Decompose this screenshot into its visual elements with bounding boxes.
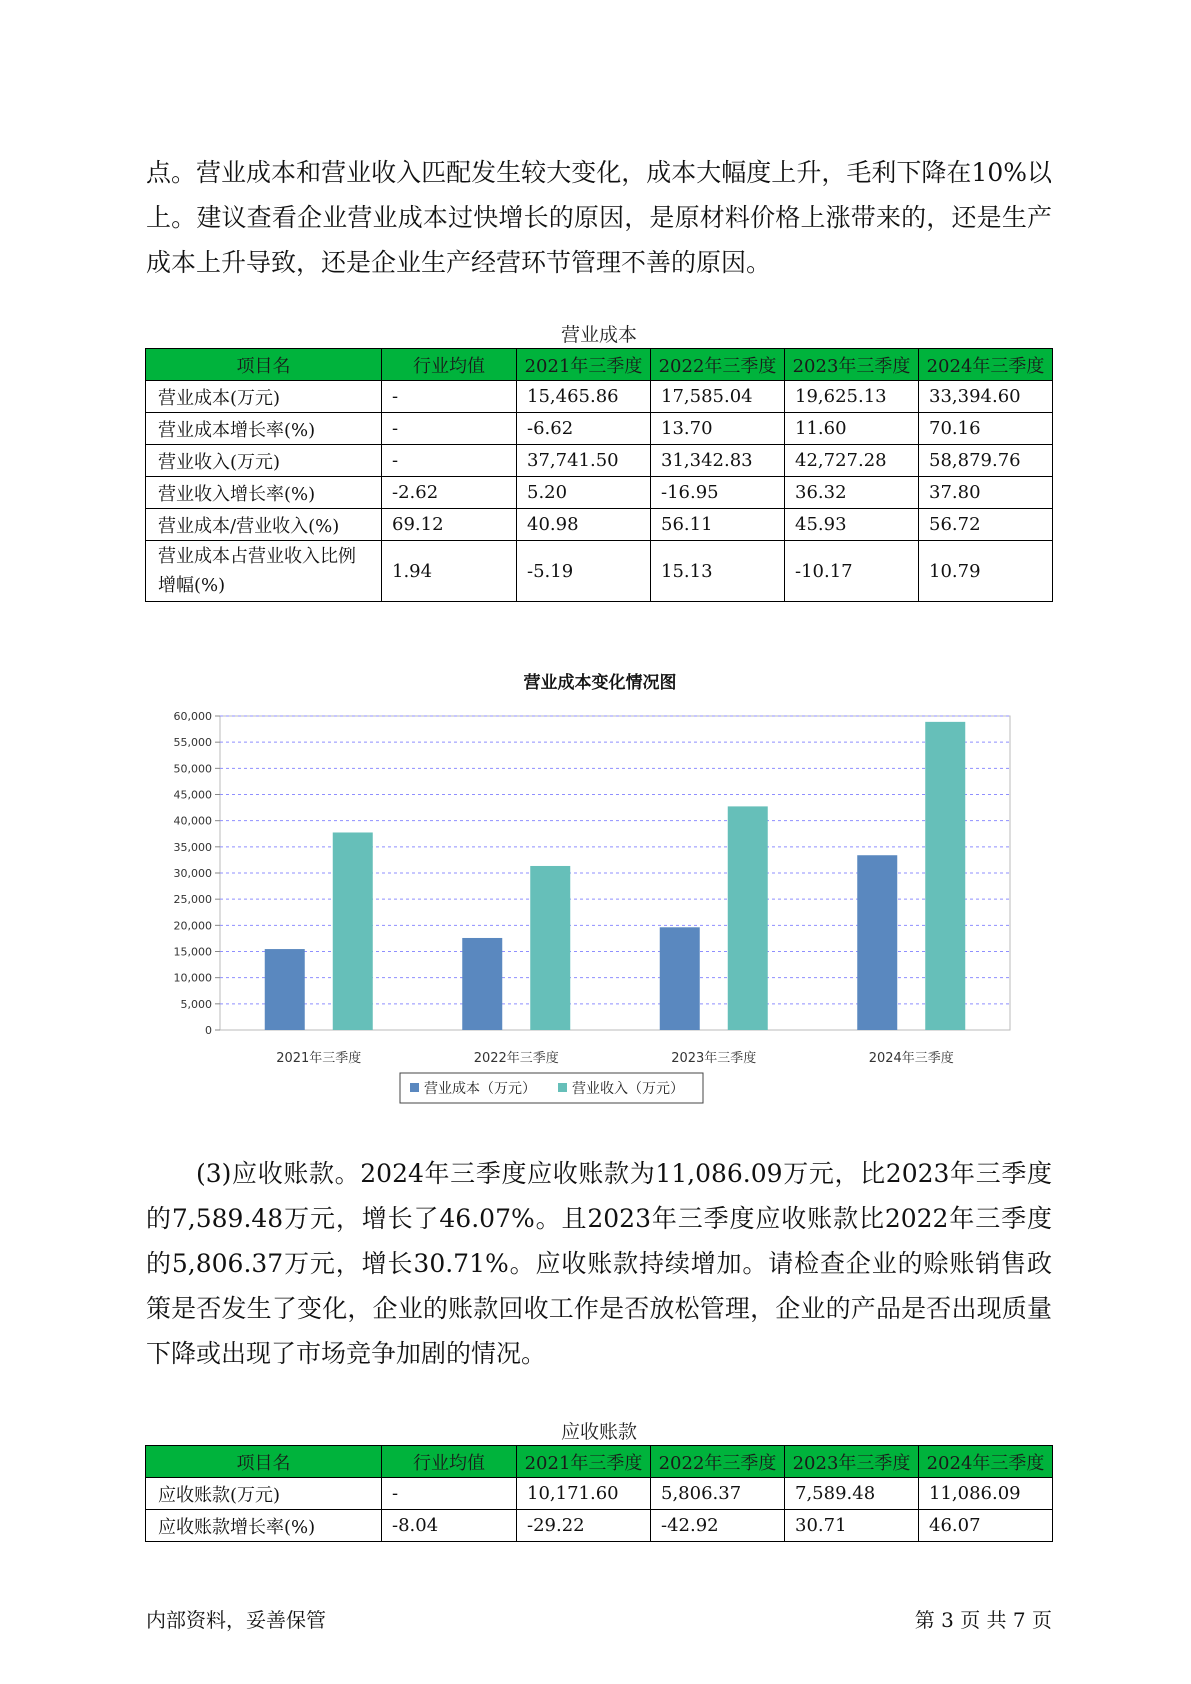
table-cell: 40.98 (517, 509, 651, 541)
intro-paragraph: 点。营业成本和营业收入匹配发生较大变化，成本大幅度上升，毛利下降在10%以上。建议查看企业营业成本过快增长的原因，是原材料价格上涨带来的，还是生产成本上升导致，还是企业生产经营环节管理不善的原因。 (146, 158, 1052, 277)
bar-revenue (530, 866, 570, 1030)
table-cell: 11,086.09 (919, 1478, 1053, 1510)
header-cell: 项目名 (146, 349, 382, 381)
y-tick-label: 50,000 (173, 762, 212, 776)
x-tick-label: 2024年三季度 (868, 1051, 954, 1066)
legend-swatch (410, 1083, 419, 1092)
table-cell: -29.22 (517, 1510, 651, 1542)
y-tick-label: 0 (205, 1024, 212, 1037)
table-cell: 42,727.28 (785, 445, 919, 477)
table-cell: 17,585.04 (651, 381, 785, 413)
header-cell: 2024年三季度 (919, 1446, 1053, 1478)
table-cell: 营业成本/营业收入(%) (146, 509, 382, 541)
table-cell: 营业收入(万元) (146, 445, 382, 477)
y-tick-label: 20,000 (173, 919, 212, 933)
table-cell: 营业成本增长率(%) (146, 413, 382, 445)
bar-cost (462, 938, 502, 1030)
footer-left: 内部资料，妥善保管 (146, 1608, 326, 1632)
bar-cost (857, 855, 897, 1030)
bar-chart-svg (145, 660, 1055, 1120)
table-cell: 5.20 (517, 477, 651, 509)
table-row (146, 381, 1053, 413)
table-cell: 36.32 (785, 477, 919, 509)
header-cell: 2022年三季度 (651, 349, 785, 381)
table-cell: 10,171.60 (517, 1478, 651, 1510)
table-cell: - (382, 445, 517, 477)
table-cell: 营业收入增长率(%) (146, 477, 382, 509)
table-cell: 37.80 (919, 477, 1053, 509)
table-cell: 11.60 (785, 413, 919, 445)
y-tick-label: 35,000 (173, 840, 212, 854)
table-cell: 56.11 (651, 509, 785, 541)
y-tick-label: 25,000 (173, 893, 212, 907)
header-cell: 2022年三季度 (651, 1446, 785, 1478)
table-cell: 营业成本(万元) (146, 381, 382, 413)
table-row (146, 445, 1053, 477)
table-header-row (146, 349, 1053, 381)
table-cell: 70.16 (919, 413, 1053, 445)
y-tick-label: 45,000 (173, 788, 212, 802)
table-cell: 5,806.37 (651, 1478, 785, 1510)
table-row (146, 1510, 1053, 1542)
table-cell: 33,394.60 (919, 381, 1053, 413)
table-cell: -10.17 (785, 541, 919, 602)
chart-title: 营业成本变化情况图 (523, 673, 677, 693)
table-cell: -2.62 (382, 477, 517, 509)
y-tick-label: 55,000 (173, 736, 212, 750)
header-cell: 2024年三季度 (919, 349, 1053, 381)
header-cell: 项目名 (146, 1446, 382, 1478)
legend-label: 营业收入（万元） (572, 1081, 684, 1097)
header-cell: 2021年三季度 (517, 1446, 651, 1478)
header-cell: 行业均值 (382, 1446, 517, 1478)
cost-table-caption: 营业成本 (560, 324, 637, 346)
header-cell: 2023年三季度 (785, 1446, 919, 1478)
table-row (146, 413, 1053, 445)
cost-table (145, 348, 1053, 602)
footer-page-number: 第 3 页 共 7 页 (914, 1608, 1052, 1632)
receivables-paragraph: (3)应收账款。2024年三季度应收账款为11,086.09万元，比2023年三季度的7,589.48万元，增长了46.07%。且2023年三季度应收账款比2022年三季度的5,806.37万元，增长30.71%。应收账款持续增加。请检查企业的赊账销售政策是否发生了变化，企业的账款回收工作是否放松管理，企业的产品是否出现质量下降或出现了市场竞争加剧的情况。 (146, 1159, 1052, 1368)
header-cell: 行业均值 (382, 349, 517, 381)
table-cell: 46.07 (919, 1510, 1053, 1542)
receivables-table (145, 1445, 1053, 1542)
bar-cost (265, 949, 305, 1030)
table-row (146, 1478, 1053, 1510)
table-cell: 1.94 (382, 541, 517, 602)
table-cell: -8.04 (382, 1510, 517, 1542)
table-row (146, 541, 1053, 602)
y-tick-label: 60,000 (173, 710, 212, 723)
y-tick-label: 40,000 (173, 814, 212, 828)
table-cell: -16.95 (651, 477, 785, 509)
y-tick-label: 30,000 (173, 867, 212, 880)
table-cell: 营业成本占营业收入比例增幅(%) (146, 541, 382, 602)
table-cell: - (382, 1478, 517, 1510)
header-cell: 2021年三季度 (517, 349, 651, 381)
x-tick-label: 2023年三季度 (671, 1051, 757, 1066)
bar-revenue (728, 806, 768, 1030)
table-cell: - (382, 413, 517, 445)
table-cell: -5.19 (517, 541, 651, 602)
table-cell: 19,625.13 (785, 381, 919, 413)
x-tick-label: 2022年三季度 (473, 1051, 559, 1066)
table-cell: 应收账款增长率(%) (146, 1510, 382, 1542)
bar-revenue (333, 832, 373, 1030)
table-row (146, 509, 1053, 541)
table-cell: 37,741.50 (517, 445, 651, 477)
table-cell: 69.12 (382, 509, 517, 541)
x-tick-label: 2021年三季度 (276, 1051, 362, 1066)
table-cell: -42.92 (651, 1510, 785, 1542)
table-cell: 31,342.83 (651, 445, 785, 477)
table-cell: 应收账款(万元) (146, 1478, 382, 1510)
table-cell: 13.70 (651, 413, 785, 445)
table-header-row (146, 1446, 1053, 1478)
cost-change-chart (145, 660, 1055, 1120)
table-cell: 58,879.76 (919, 445, 1053, 477)
table-cell: -6.62 (517, 413, 651, 445)
table-cell: - (382, 381, 517, 413)
table-cell: 30.71 (785, 1510, 919, 1542)
receivables-table-caption: 应收账款 (560, 1421, 637, 1443)
table-cell: 15.13 (651, 541, 785, 602)
bar-cost (660, 927, 700, 1030)
y-tick-label: 5,000 (180, 997, 212, 1011)
table-cell: 56.72 (919, 509, 1053, 541)
legend-label: 营业成本（万元） (424, 1081, 536, 1097)
table-cell: 10.79 (919, 541, 1053, 602)
header-cell: 2023年三季度 (785, 349, 919, 381)
table-row (146, 477, 1053, 509)
table-cell: 15,465.86 (517, 381, 651, 413)
table-cell: 7,589.48 (785, 1478, 919, 1510)
table-cell: 45.93 (785, 509, 919, 541)
legend-swatch (558, 1083, 567, 1092)
y-tick-label: 15,000 (173, 945, 212, 959)
y-tick-label: 10,000 (173, 971, 212, 985)
bar-revenue (925, 722, 965, 1030)
